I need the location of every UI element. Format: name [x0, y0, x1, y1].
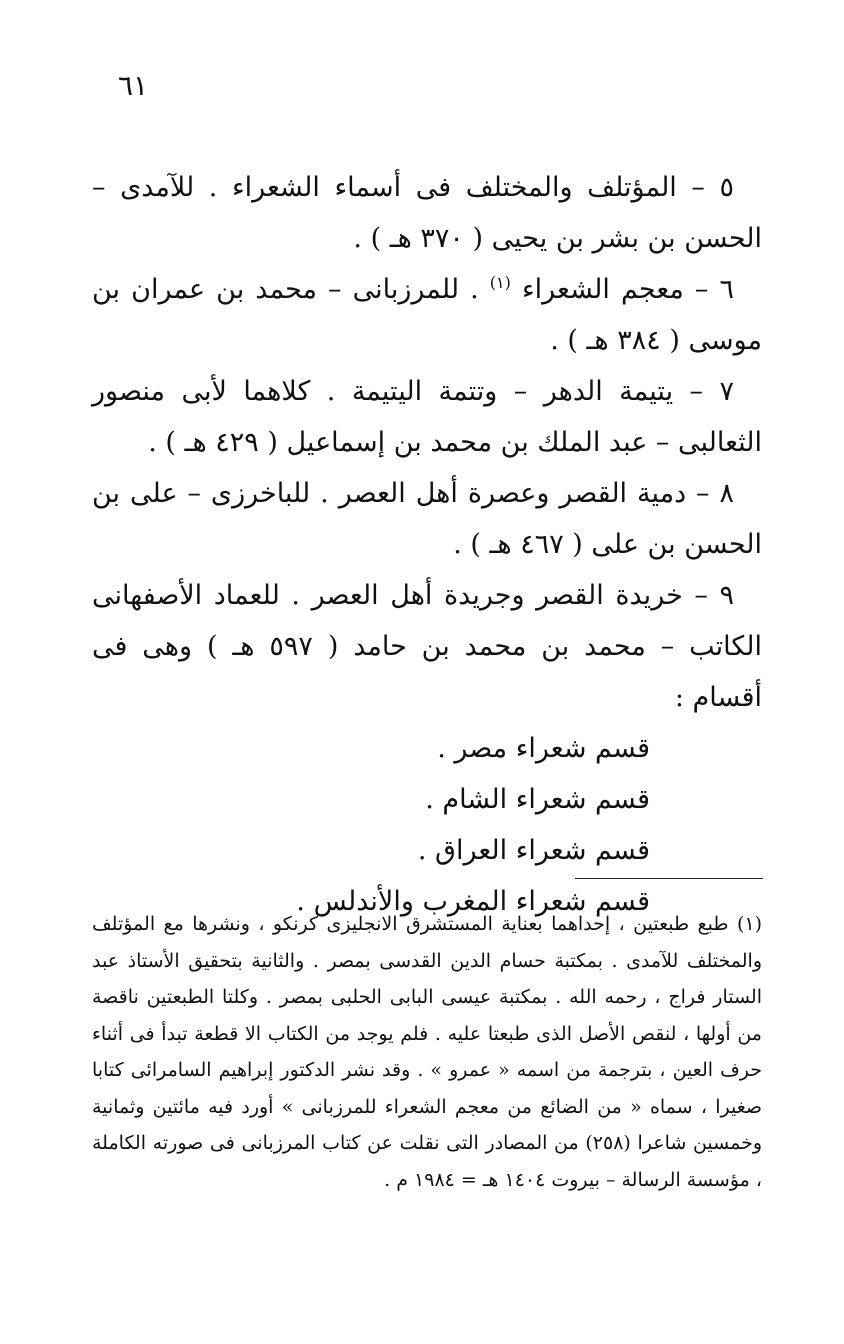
list-item-5 — [92, 162, 762, 264]
entry-text: ٩ – خريدة القصر وجريدة أهل العصر . للعماد الأصفهانى الكاتب – محمد بن محمد بن حامد ( ٥٩٧ هـ ) وهى فى أقسام : — [92, 580, 762, 713]
entry-text: ٨ – دمية القصر وعصرة أهل العصر . للباخرزى – على بن الحسن بن على ( ٤٦٧ هـ ) . — [92, 478, 762, 560]
entry-text: ٧ – يتيمة الدهر – وتتمة اليتيمة . كلاهما لأبى منصور الثعالبى – عبد الملك بن محمد بن إسماعيل ( ٤٢٩ هـ ) . — [92, 376, 762, 458]
entry-text: ٥ – المؤتلف والمختلف فى أسماء الشعراء . للآمدى – الحسن بن بشر بن يحيى ( ٣٧٠ هـ ) . — [92, 172, 762, 254]
section-item: قسم شعراء الشام . — [425, 784, 650, 815]
entry-title: ٦ – معجم الشعراء — [521, 274, 734, 305]
list-item-8 — [92, 468, 762, 570]
main-text — [92, 162, 762, 927]
footnote-text: (١) طبع طبعتين ، إحداهما بعناية المستشرق الانجليزى كرنكو ، ونشرها مع المؤتلف والمختلف للآمدى . بمكتبة حسام الدين القدسى بمصر . والثانية بتحقيق الأستاذ عبد الستار فراج ، رحمه الله . بمكتبة عيسى البابى الحلبى بمصر . وكلتا الطبعتين ناقصة من أولها ، لنقص الأصل الذى طبعتا عليه . فلم يوجد من الكتاب الا قطعة تبدأ فى أثناء حرف العين ، بترجمة من اسمه « عمرو » . وقد نشر الدكتور إبراهيم السامرائى كتابا صغيرا ، سماه « من الضائع من معجم الشعراء للمرزبانى » أورد فيه مائتين وثمانية وخمسين شاعرا (٢٥٨) من المصادر التى نقلت عن كتاب المرزبانى فى صورته الكاملة ، مؤسسة الرسالة – بيروت ١٤٠٤ هـ = ١٩٨٤ م . — [92, 913, 762, 1191]
section-item: قسم شعراء العراق . — [417, 835, 650, 866]
list-item-9 — [92, 570, 762, 723]
footnote-reference: (١) — [489, 273, 511, 292]
footnote-divider — [575, 878, 763, 879]
list-item-7 — [92, 366, 762, 468]
list-item-6 — [92, 264, 762, 366]
page-number: ٦١ — [118, 69, 149, 102]
entry-details: . للمرزبانى – محمد بن عمران بن موسى ( ٣٨٤ هـ ) . — [92, 274, 762, 356]
section-item: قسم شعراء مصر . — [437, 733, 650, 764]
section-item: قسم شعراء المغرب والأندلس . — [296, 886, 650, 917]
entry-text — [92, 274, 762, 356]
sections-list — [92, 723, 762, 927]
footnote — [92, 906, 762, 1198]
